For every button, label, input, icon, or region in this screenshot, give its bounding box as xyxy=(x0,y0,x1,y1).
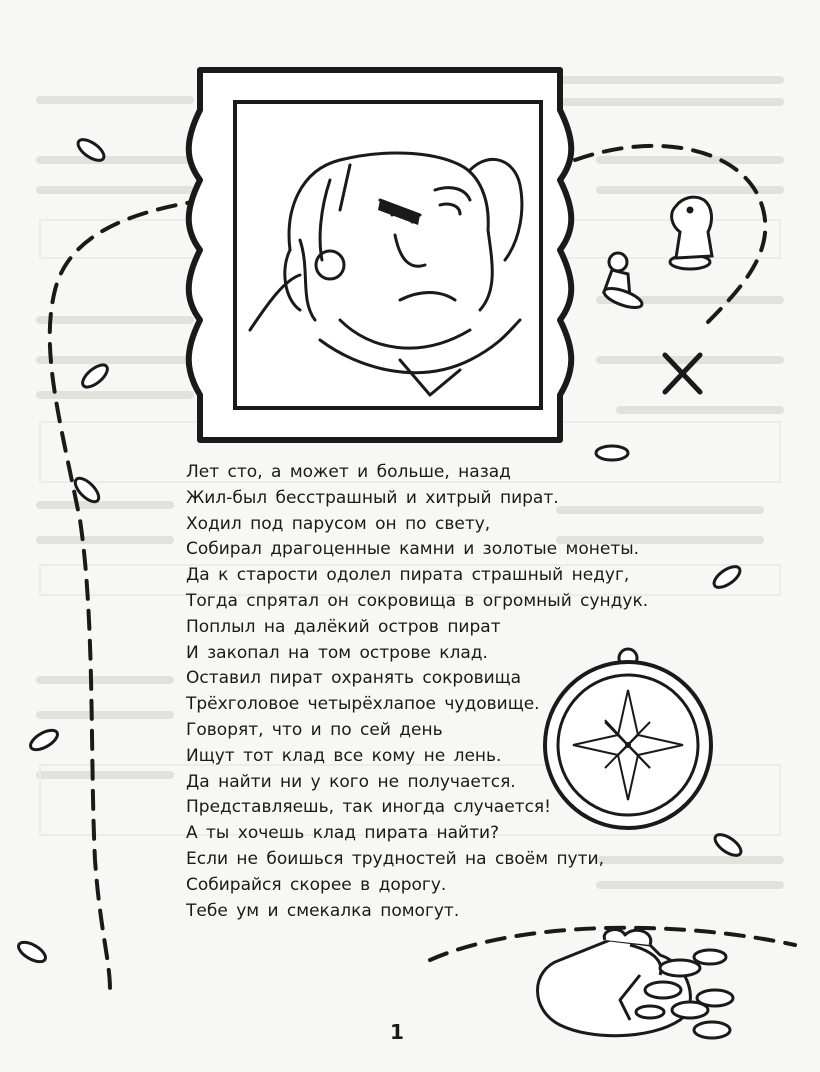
page-number: 1 xyxy=(390,1020,404,1044)
poem-line: Да найти ни у кого не получается. xyxy=(186,771,516,792)
poem-line: Тогда спрятал он сокровища в огромный сундук. xyxy=(186,590,649,611)
pirate-poem xyxy=(186,460,648,924)
poem-line: Ищут тот клад все кому не лень. xyxy=(186,745,502,766)
poem-line: Если не боишься трудностей на своём пути, xyxy=(186,848,604,869)
poem-line: Жил-был бесстрашный и хитрый пират. xyxy=(186,487,559,508)
poem-line: Представляешь, так иногда случается! xyxy=(186,797,551,818)
poem-line: Оставил пират охранять сокровища xyxy=(186,668,522,689)
poem-line: А ты хочешь клад пирата найти? xyxy=(186,823,500,844)
poem-line: Собирал драгоценные камни и золотые монеты. xyxy=(186,539,640,560)
poem-line: Тебе ум и смекалка помогут. xyxy=(186,900,460,921)
poem-line: Да к старости одолел пирата страшный недуг, xyxy=(186,565,630,586)
poem-line: Говорят, что и по сей день xyxy=(186,719,443,740)
treasure-bag-icon xyxy=(538,930,734,1038)
poem-line: Ходил под парусом он по свету, xyxy=(186,513,491,534)
poem-line: И закопал на том острове клад. xyxy=(186,642,488,663)
chess-knight-icon xyxy=(670,197,712,269)
poem-line: Собирайся скорее в дорогу. xyxy=(186,874,447,895)
poem-line: Поплыл на далёкий остров пират xyxy=(186,616,501,637)
poem-line: Трёхголовое четырёхлапое чудовище. xyxy=(186,694,540,715)
poem-line: Лет сто, а может и больше, назад xyxy=(186,462,511,482)
pirate-portrait xyxy=(189,70,572,440)
